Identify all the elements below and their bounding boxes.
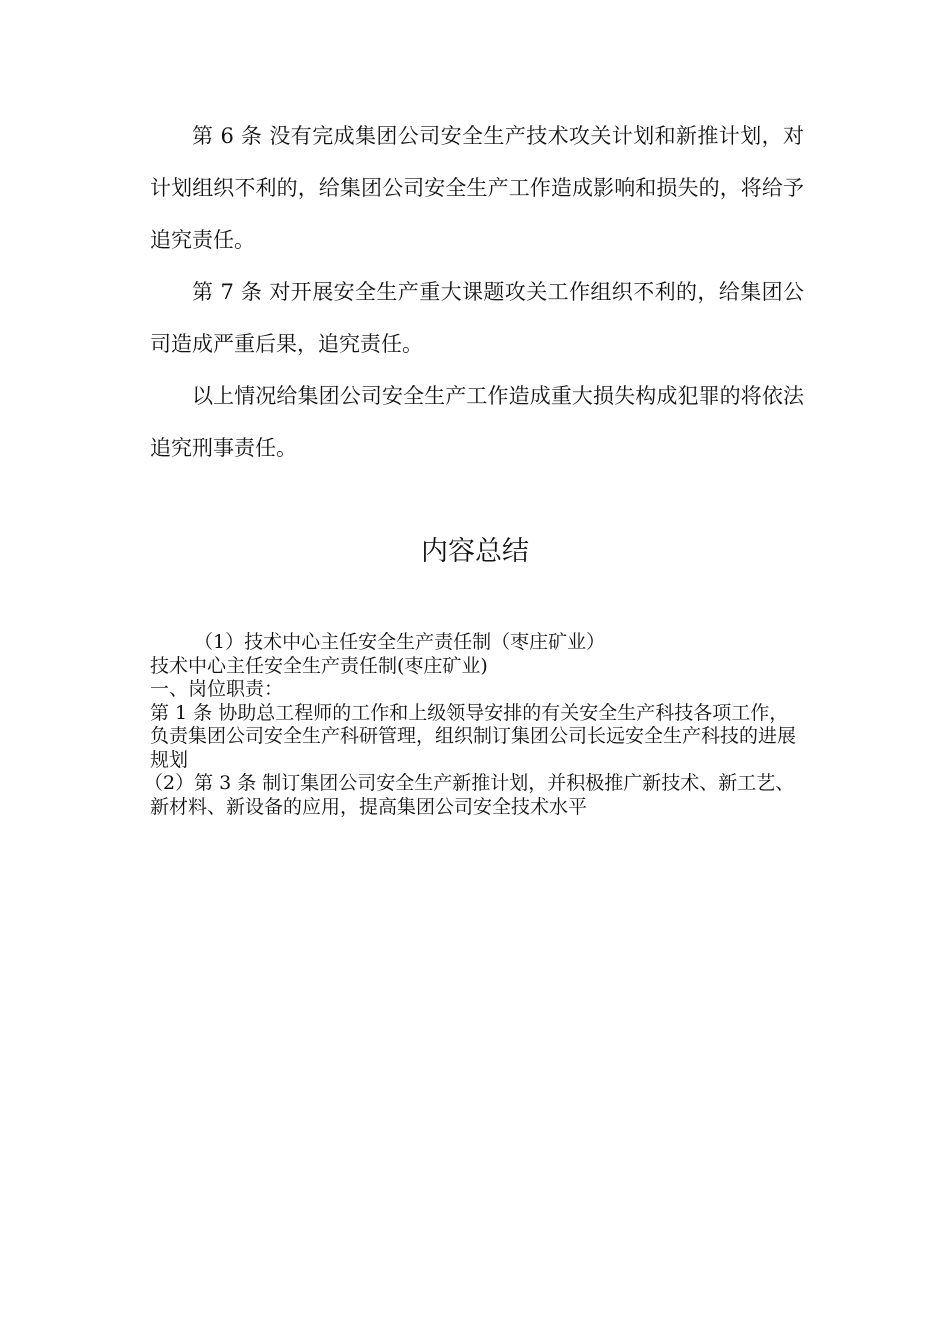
article-6-paragraph: 第 6 条 没有完成集团公司安全生产技术攻关计划和新推计划，对计划组织不利的，给集团公司安全生产工作造成影响和损失的，将给予追究责任。: [150, 124, 804, 252]
summary-line-title: （1）技术中心主任安全生产责任制（枣庄矿业）: [194, 631, 606, 653]
criminal-liability-paragraph: 以上情况给集团公司安全生产工作造成重大损失构成犯罪的将依法追究刑事责任。: [150, 384, 804, 460]
summary-heading: 内容总结: [421, 536, 529, 567]
summary-section: [144, 631, 804, 819]
summary-line-subtitle: 技术中心主任安全生产责任制(枣庄矿业): [150, 654, 488, 677]
article-7-paragraph: 第 7 条 对开展安全生产重大课题攻关工作组织不利的，给集团公司造成严重后果，追究责任。: [150, 280, 804, 356]
main-body-text: [150, 110, 804, 474]
summary-line-article-3: （2）第 3 条 制订集团公司安全生产新推计划，并积极推广新技术、新工艺、新材料、新设备的应用，提高集团公司安全技术水平: [144, 772, 795, 818]
summary-line-duties: 一、岗位职责：: [150, 678, 284, 700]
summary-line-article-1: 第 1 条 协助总工程师的工作和上级领导安排的有关安全生产科技各项工作，负责集团公司安全生产科研管理，组织制订集团公司长远安全生产科技的进展规划: [150, 701, 797, 771]
